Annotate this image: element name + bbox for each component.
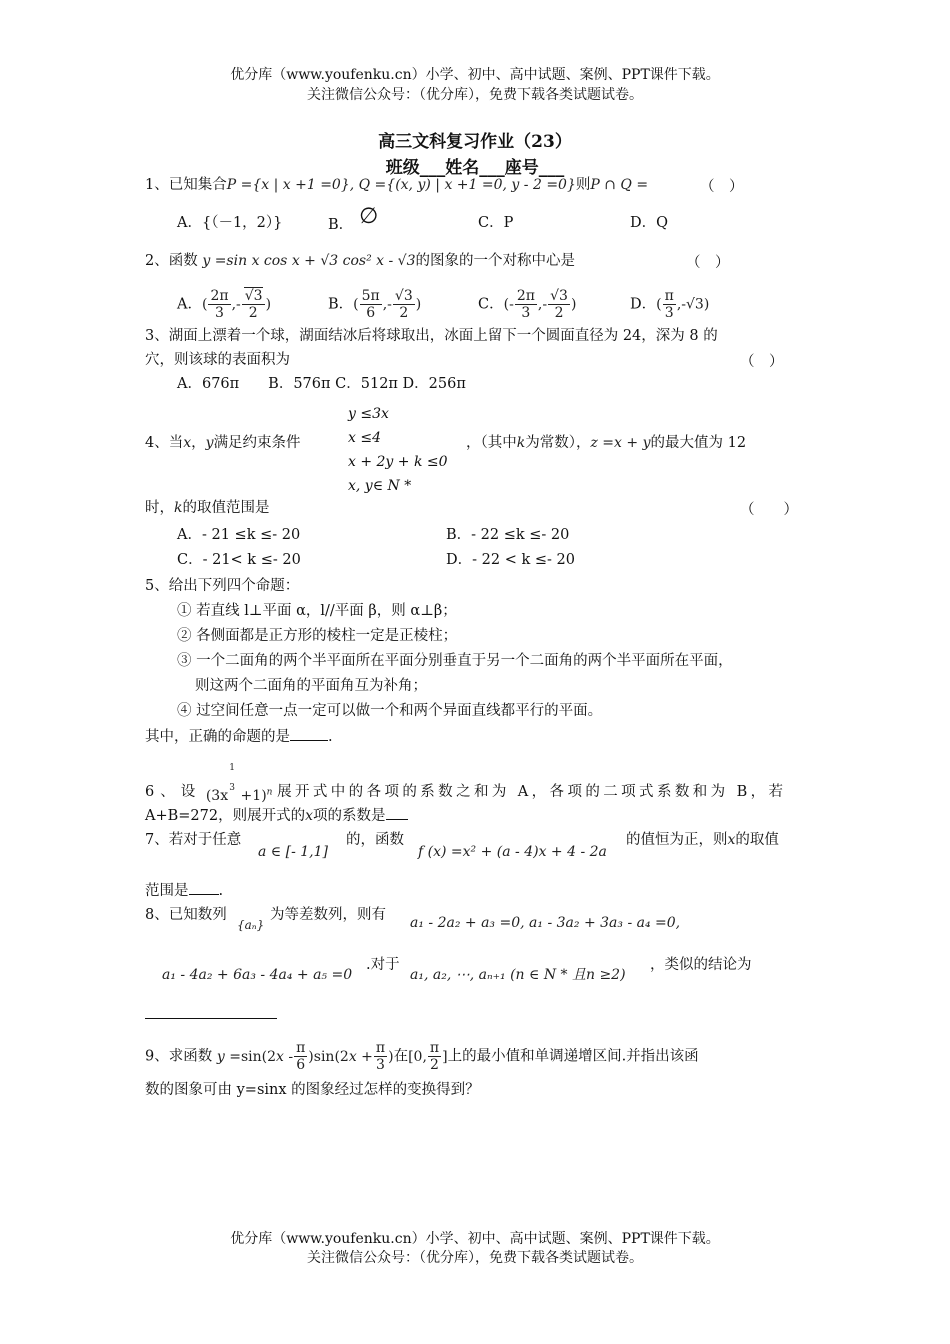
q1-text: 1、已知集合 <box>145 177 227 193</box>
q7-line-2 <box>145 880 223 901</box>
q8-eq2: a₁ - 4a₂ + 6a₃ - 4a₄ + a₅ =0 <box>162 967 353 983</box>
q1-option-b-label: B． <box>328 217 354 233</box>
q5-item-3: ③ 一个二面角的两个半平面所在平面分别垂直于另一个二面角的两个半平面所在平面， <box>177 653 733 669</box>
q4-answer-paren: （ ） <box>740 502 798 518</box>
q6-line2-b: 项的系数是 <box>313 808 386 824</box>
q4-var-k: k <box>516 435 526 451</box>
q5-item-2: ② 各侧面都是正方形的棱柱一定是正棱柱； <box>177 628 458 644</box>
q6-var-x: x <box>305 808 314 824</box>
page-footer-line-1: 优分库（www.youfenku.cn）小学、初中、高中试题、案例、PPT课件下载。 <box>230 1231 720 1247</box>
q4-line2-b: 的取值范围是 <box>182 500 270 516</box>
q4-option-b: B．- 22 ≤k ≤- 20 <box>446 527 570 543</box>
question-4 <box>145 433 301 453</box>
q3-line-2: 穴，则该球的表面积为 <box>145 352 290 368</box>
q5-end: . <box>328 729 333 745</box>
question-8 <box>145 905 227 925</box>
q6-text: 6、设 <box>145 784 202 800</box>
question-6 <box>145 764 786 804</box>
q9-interval: [0, $\frac{\pi}{2}$ ] <box>408 1040 448 1073</box>
q4-constraint-system <box>348 402 448 498</box>
q8-equations-1 <box>410 913 680 933</box>
q8-text-d: ，类似的结论为 <box>650 957 752 973</box>
q4-text-b: 满足约束条件 <box>213 435 301 451</box>
q4-condition-1: y ≤3x <box>348 406 389 422</box>
q2-option-c: C．(- $\frac{2\pi}{3}$ ,- $\frac{√3}{2}$ ) <box>478 288 577 321</box>
q4-condition-2: x ≤4 <box>348 430 381 446</box>
q7-answer-blank <box>189 880 219 895</box>
q8-equations-3 <box>410 965 626 985</box>
empty-set-symbol: ∅ <box>359 204 379 229</box>
q6-line2-text: A+B=272，则展开式的 <box>145 808 306 824</box>
q9-text-c: 上的最小值和单调递增区间.并指出该函 <box>447 1048 699 1065</box>
q7-range-a: a ∈ [- 1,1] <box>258 844 328 860</box>
q9-text-b: 在 <box>393 1048 409 1065</box>
page-header-line-1: 优分库（www.youfenku.cn）小学、初中、高中试题、案例、PPT课件下载。 <box>230 67 720 83</box>
q8-equations-2 <box>162 965 352 985</box>
q8-sequence <box>237 915 264 935</box>
q7-end: . <box>218 883 224 899</box>
q6-answer-blank <box>386 805 408 820</box>
q2-answer-paren: （ ） <box>686 255 730 271</box>
page-header-line-2: 关注微信公众号：（优分库），免费下载各类试题试卷。 <box>307 87 643 103</box>
q3-answer-paren: （ ） <box>740 354 784 370</box>
q4-text-a: 4、当 <box>145 435 184 451</box>
q1-option-a: A．{（－1，2）} <box>177 215 283 231</box>
q4-line-1-right <box>466 433 746 453</box>
q3-line-1: 3、湖面上漂着一个球，湖面结冰后将球取出，冰面上留下一个圆面直径为 24，深为 8 的 <box>145 328 718 344</box>
q4-var-y: y <box>205 435 214 451</box>
q6-binomial: (3x1 3 +1)$^n$ <box>205 763 273 804</box>
q4-var-k-2: k <box>174 500 183 516</box>
q3-options: A．676π B．576π C．512π D．256π <box>177 376 466 392</box>
q5-outro-text: 其中，正确的命题的是 <box>145 729 290 745</box>
q9-line-2: 数的图象可由 y=sinx 的图象经过怎样的变换得到？ <box>145 1082 480 1098</box>
page-title: 高三文科复习作业（23） <box>378 132 572 152</box>
q6-line-2 <box>145 805 408 826</box>
q7-text-c-text: 的值恒为正，则 <box>626 832 728 848</box>
q4-line2-a: 时， <box>145 500 174 516</box>
q5-item-1: ① 若直线 l⊥平面 α，l//平面 β，则 α⊥β； <box>177 603 457 619</box>
q2-option-c-label: C． <box>478 296 504 313</box>
q6-tail: 展开式中的各项的系数之和为 A，各项的二项式系数和为 B，若 <box>277 784 787 800</box>
q4-z-expression: z =x + y <box>590 435 651 451</box>
q4-text-c: ，（其中 <box>466 435 517 451</box>
q7-text-c <box>626 830 779 850</box>
q5-item-3-cont: 则这两个二面角的平面角互为补角； <box>195 678 427 694</box>
q8-answer-blank <box>145 1002 277 1019</box>
question-2 <box>145 251 575 271</box>
q4-option-d: D．- 22 < k ≤- 20 <box>446 552 575 568</box>
q5-answer-blank <box>290 726 328 741</box>
q4-text-e: 的最大值为 12 <box>650 435 747 451</box>
q4-text-d: 为常数）， <box>525 435 591 451</box>
q8-text-c: .对于 <box>366 957 400 973</box>
q2-option-d: D．( $\frac{\pi}{3}$ ,-√3) <box>630 288 710 321</box>
q7-line2-text: 范围是 <box>145 883 189 899</box>
q4-option-a: A．- 21 ≤k ≤- 20 <box>177 527 301 543</box>
q5-intro: 5、给出下列四个命题： <box>145 578 300 594</box>
q2-option-a: A．( $\frac{2\pi}{3}$ ,- $\frac{√3}{2}$ ) <box>177 288 272 321</box>
q4-condition-3: x + 2y + k ≤0 <box>348 454 448 470</box>
q9-text: 9、求函数 <box>145 1048 213 1065</box>
q7-text-d: 的取值 <box>735 832 779 848</box>
q1-math: P ={x | x +1 =0}, Q ={(x, y) | x +1 =0, y - 2 =0} <box>226 177 576 193</box>
q2-option-a-label: A． <box>177 296 202 313</box>
q5-item-4: ④ 过空间任意一点一定可以做一个和两个异面直线都平行的平面。 <box>177 703 603 719</box>
q7-text-b: 的，函数 <box>346 832 404 848</box>
q2-option-b-label: B． <box>328 296 354 313</box>
q1-answer-paren: （ ） <box>700 179 744 195</box>
q1-tail-math: P ∩ Q = <box>590 177 649 193</box>
q7-function <box>418 842 607 862</box>
q8-text: 8、已知数列 <box>145 907 227 923</box>
q7-var-x: x <box>727 832 736 848</box>
q4-condition-4: x, y∈ N * <box>348 478 412 494</box>
q5-outro <box>145 726 333 747</box>
q8-eq3: a₁, a₂, ⋯, aₙ₊₁ (n ∈ N * 且n ≥2) <box>410 967 626 983</box>
q4-line-2 <box>145 498 269 518</box>
q8-text-b: 为等差数列，则有 <box>270 907 386 923</box>
q2-math: y =sin x cos x + √3 cos² x - √3 <box>202 253 416 269</box>
q1-tail: 则 <box>575 177 591 193</box>
q1-option-b <box>328 204 379 235</box>
q8-seq-symbol: {aₙ} <box>237 918 265 932</box>
q7-text: 7、若对于任意 <box>145 832 242 848</box>
question-1 <box>145 175 648 195</box>
q4-var-x: x <box>183 435 192 451</box>
q7-function-expr: f (x) =x² + (a - 4)x + 4 - 2a <box>418 844 607 860</box>
question-9 <box>145 1040 699 1073</box>
q4-comma: ， <box>191 435 206 451</box>
q9-function: y =sin(2x - $\frac{\pi}{6}$ )sin(2x + $\frac{\pi}{3}$ ) <box>216 1040 394 1073</box>
q2-option-b: B．( $\frac{5\pi}{6}$ ,- $\frac{√3}{2}$ ) <box>328 288 422 321</box>
q8-eq1: a₁ - 2a₂ + a₃ =0, a₁ - 3a₂ + 3a₃ - a₄ =0, <box>410 915 681 931</box>
q1-option-c: C．P <box>478 215 514 231</box>
question-7 <box>145 830 241 850</box>
q2-text: 2、函数 <box>145 253 198 269</box>
q4-option-c: C．- 21< k ≤- 20 <box>177 552 301 568</box>
student-info-line: 班级___姓名___座号___ <box>385 158 565 178</box>
q7-math-a <box>258 842 328 862</box>
page-footer-line-2: 关注微信公众号：（优分库），免费下载各类试题试卷。 <box>307 1250 643 1266</box>
q1-option-d: D．Q <box>630 215 669 231</box>
q2-tail: 的图象的一个对称中心是 <box>415 253 575 269</box>
q2-option-d-label: D． <box>630 296 657 313</box>
